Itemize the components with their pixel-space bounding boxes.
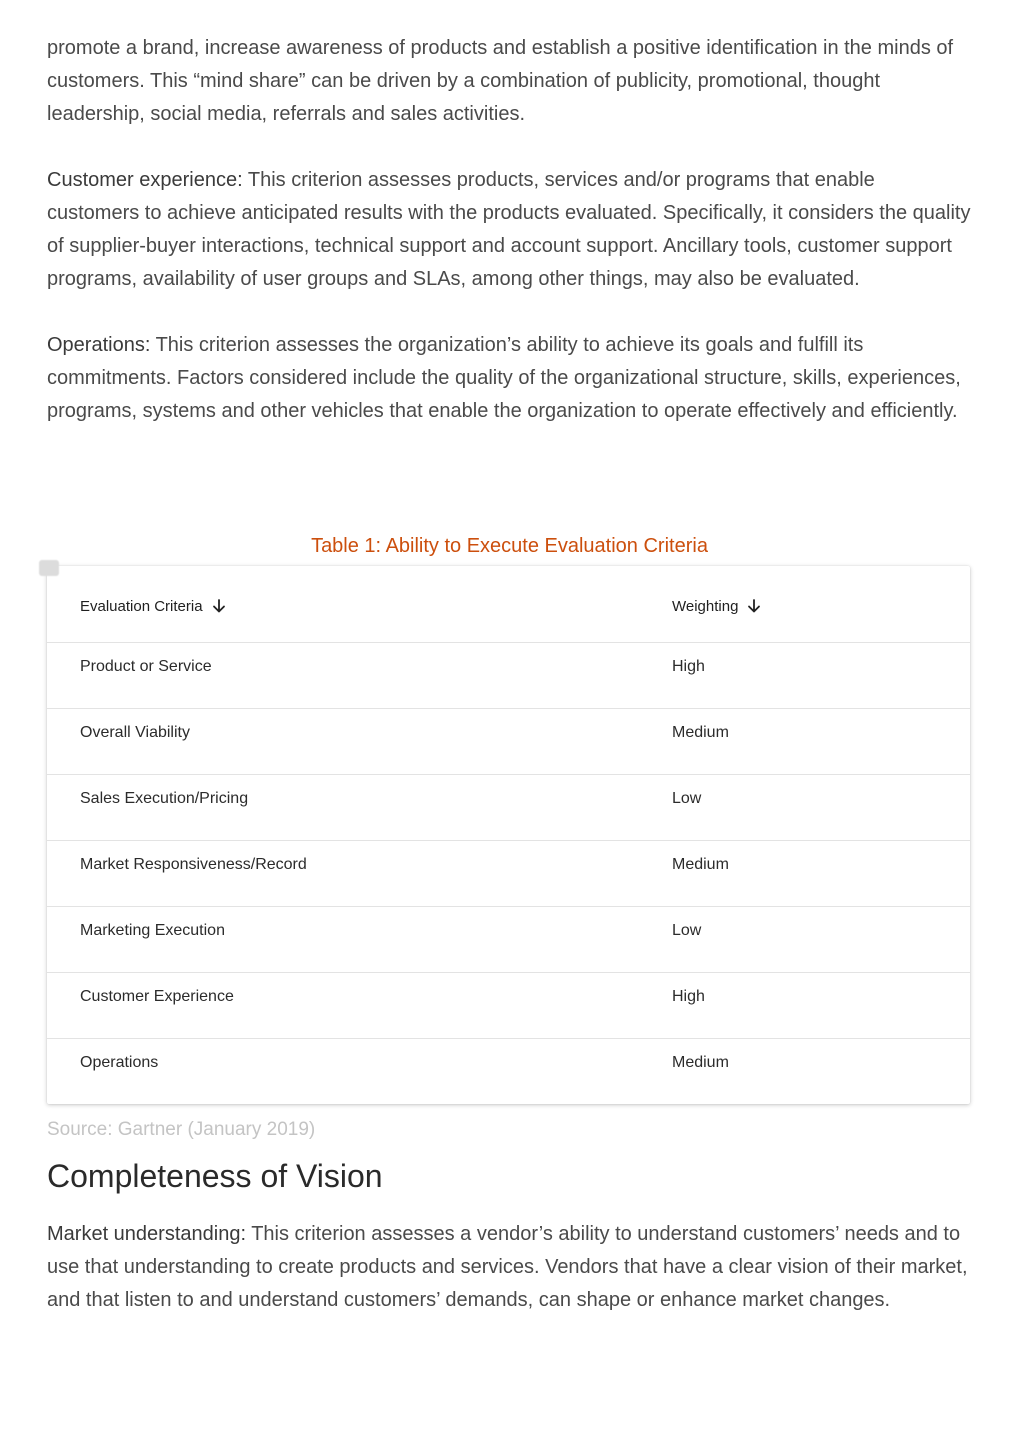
table-source: Source: Gartner (January 2019) [47, 1119, 316, 1140]
weighting-cell: Medium [672, 856, 729, 873]
table-header-row [47, 566, 970, 643]
section-heading: Completeness of Vision [47, 1158, 383, 1194]
criteria-cell: Customer Experience [80, 988, 234, 1005]
arrow-down-icon[interactable] [746, 598, 762, 614]
criteria-cell: Marketing Execution [80, 922, 225, 939]
criteria-cell: Product or Service [80, 658, 212, 675]
weighting-cell: Low [672, 922, 702, 939]
table-row [47, 973, 970, 1039]
table-row [47, 907, 970, 973]
criteria-cell: Operations [80, 1054, 159, 1071]
weighting-cell: Medium [672, 1054, 729, 1071]
header-label: Evaluation Criteria [80, 597, 203, 615]
table-row [47, 709, 970, 775]
weighting-cell: High [672, 988, 705, 1005]
document-page [47, 32, 972, 1311]
market-understanding-lead: Market understanding: [47, 1223, 247, 1245]
table-row [47, 1039, 970, 1105]
header-weighting[interactable] [672, 566, 970, 643]
operations-text: This criterion assesses the organization’s ability to achieve its goals and fulfill its commitments. Factors considered include the quality of the organizational structure, skills, experiences, programs, systems and other vehicles that enable the organization to operate effectively and efficiently. [47, 334, 961, 422]
weighting-cell: Medium [672, 724, 729, 741]
criteria-cell: Overall Viability [80, 724, 190, 741]
header-evaluation-criteria[interactable] [47, 566, 672, 643]
intro-text: promote a brand, increase awareness of products and establish a positive identification in the minds of customers. This “mind share” can be driven by a combination of publicity, promotional, thought leadership, social media, referrals and sales activities. [47, 37, 954, 125]
operations-paragraph [47, 329, 972, 428]
weighting-cell: Low [672, 790, 702, 807]
criteria-table-card [47, 566, 970, 1104]
operations-lead: Operations: [47, 334, 151, 356]
arrow-down-icon[interactable] [211, 598, 227, 614]
table-row [47, 775, 970, 841]
criteria-cell: Sales Execution/Pricing [80, 790, 249, 807]
criteria-cell: Market Responsiveness/Record [80, 856, 307, 873]
market-understanding-text: This criterion assesses a vendor’s ability to understand customers’ needs and to use that understanding to create products and services. Vendors that have a clear vision of their market, and that listen to and understand customers’ demands, can shape or enhance market changes. [47, 1223, 968, 1311]
criteria-table [47, 566, 970, 1104]
customer-experience-text: This criterion assesses products, services and/or programs that enable customers to achieve anticipated results with the products evaluated. Specifically, it considers the quality of supplier-buyer interactions, technical support and account support. Ancillary tools, customer support programs, availability of user groups and SLAs, among other things, may also be evaluated. [47, 169, 971, 290]
table-caption: Table 1: Ability to Execute Evaluation Criteria [311, 535, 708, 557]
market-understanding-paragraph [47, 1218, 972, 1317]
weighting-cell: High [672, 658, 705, 675]
header-label: Weighting [672, 597, 739, 615]
table-row [47, 841, 970, 907]
intro-paragraph [47, 32, 972, 131]
table-row [47, 643, 970, 709]
corner-decoration [39, 560, 59, 576]
customer-experience-lead: Customer experience: [47, 169, 243, 191]
customer-experience-paragraph [47, 164, 972, 296]
